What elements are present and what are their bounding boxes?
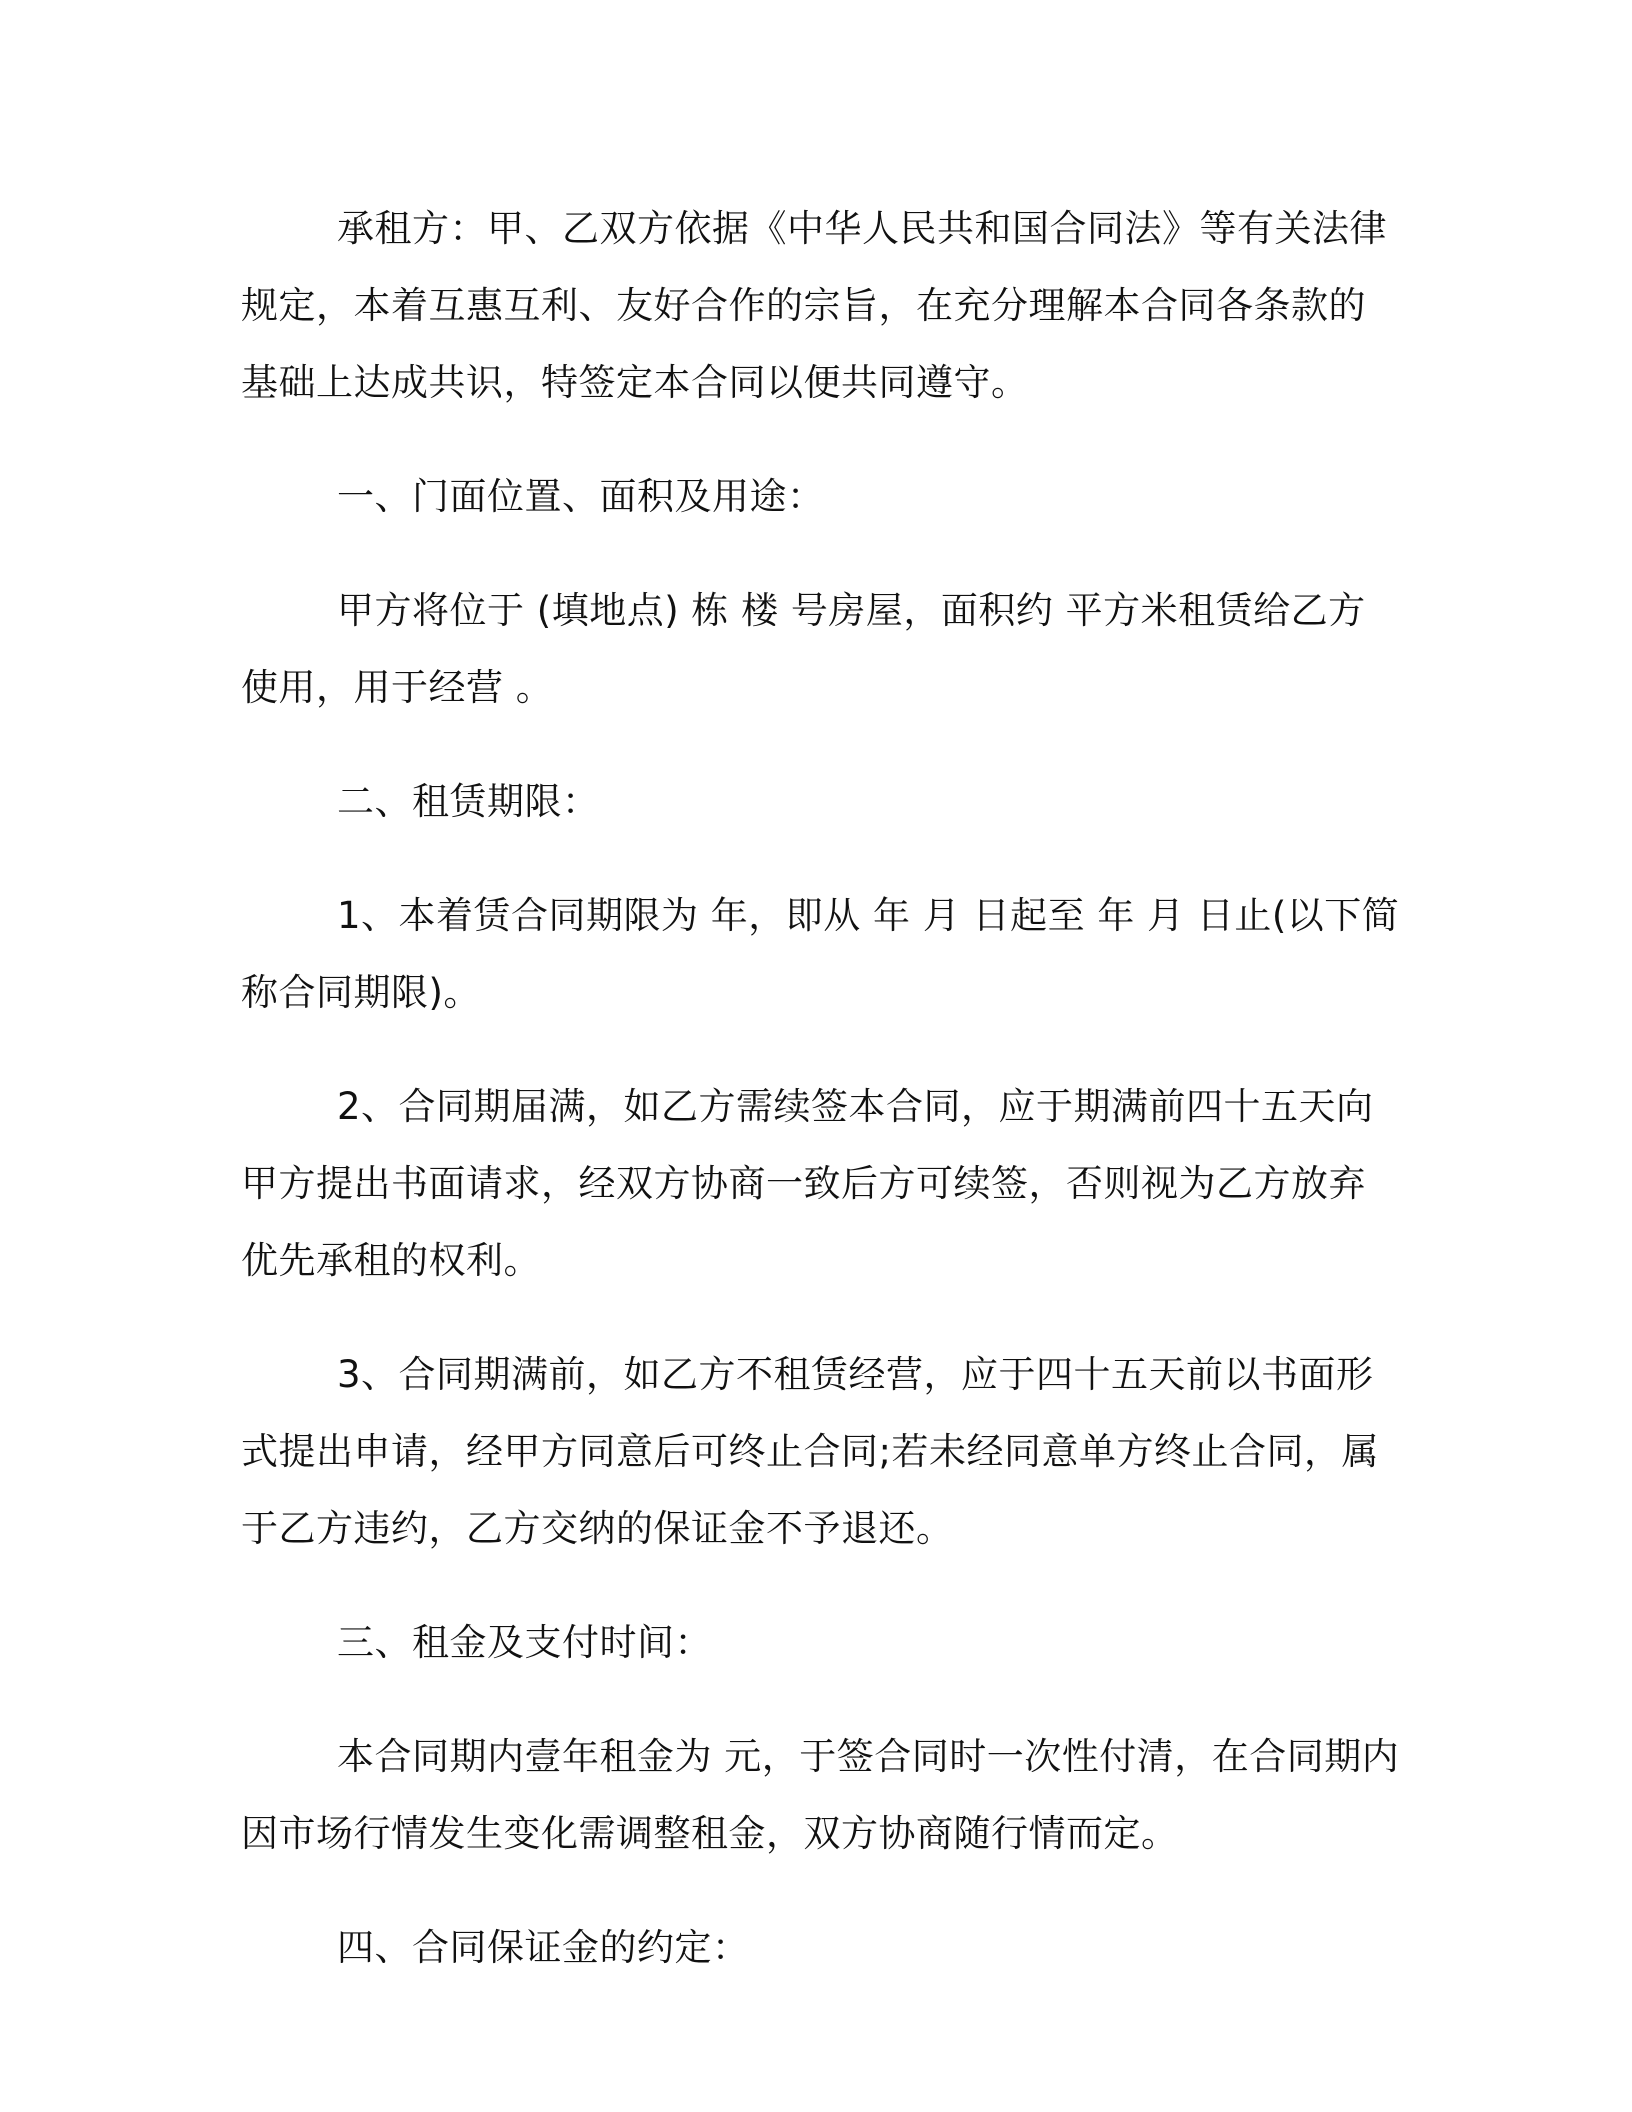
paragraph-preamble: 承租方：甲、乙双方依据《中华人民共和国合同法》等有关法律规定，本着互惠互利、友好合作的宗旨，在充分理解本合同各条款的基础上达成共识，特签定本合同以便共同遵守。 xyxy=(241,207,1387,404)
paragraph-location: 甲方将位于 (填地点) 栋 楼 号房屋，面积约 平方米租赁给乙方使用，用于经营 。 xyxy=(241,589,1366,709)
document-body xyxy=(241,190,1401,2023)
section-heading-4: 四、合同保证金的约定： xyxy=(337,1926,750,1969)
paragraph-term-1: 1、本着赁合同期限为 年，即从 年 月 日起至 年 月 日止(以下简称合同期限)。 xyxy=(241,894,1400,1014)
section-heading-2: 二、租赁期限： xyxy=(337,780,600,823)
section-heading-1: 一、门面位置、面积及用途： xyxy=(337,475,825,518)
paragraph-rent: 本合同期内壹年租金为 元，于签合同时一次性付清，在合同期内因市场行情发生变化需调整租金，双方协商随行情而定。 xyxy=(241,1735,1400,1855)
paragraph-term-2: 2、合同期届满，如乙方需续签本合同，应于期满前四十五天向甲方提出书面请求，经双方协商一致后方可续签，否则视为乙方放弃优先承租的权利。 xyxy=(241,1085,1374,1282)
section-heading-3: 三、租金及支付时间： xyxy=(337,1621,712,1664)
paragraph-term-3: 3、合同期满前，如乙方不租赁经营，应于四十五天前以书面形式提出申请，经甲方同意后可终止合同;若未经同意单方终止合同，属于乙方违约，乙方交纳的保证金不予退还。 xyxy=(241,1353,1379,1550)
